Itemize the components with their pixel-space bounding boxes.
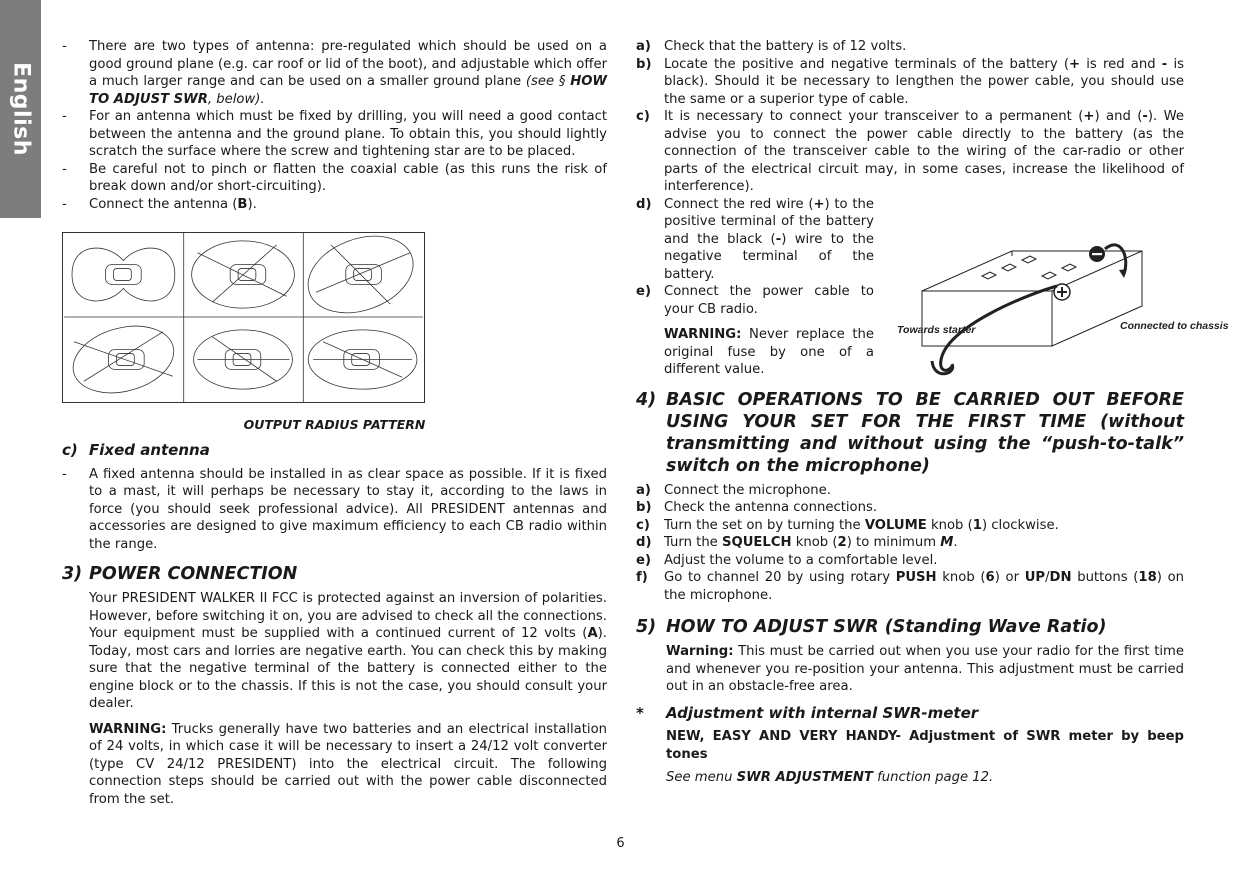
step-c: c) It is necessary to connect your transceiver to a permanent (+) and (-). We advise you to connect the power cable directly to the battery (as the connection of the transceiver cable to the wiring of the car-radio or other parts of the electrical circuit may, in some cases, increase the likelihood of interference). [636,109,1184,194]
swr-warning: Warning: This must be carried out when you use your radio for the first time and whenever you re-position your antenna. This adjustment must be carried out in an obstacle-free area. [666,644,1184,694]
power-connection-text: Your PRESIDENT WALKER II FCC is protected against an inversion of polarities. However, before switching it on, you are advised to check all the connections. Your equipment must be supplied with a continued current of 12 volts (A). Today, most cars and lorries are negative earth. You can check this by making sure that the negative terminal of the battery is connected either to the engine block or to the chassis. If this is not the case, you should consult your dealer. [89,591,607,711]
car-1 [106,265,142,285]
op-d: d) Turn the SQUELCH knob (2) to minimum M. [636,535,958,550]
step-d: d) Connect the red wire (+) to the positive terminal of the battery and the black (-) wire to the negative terminal of the battery. [636,196,874,282]
language-tab [0,0,41,218]
bullet-antenna-types: - There are two types of antenna: pre-regulated which should be used on a good ground plane (e.g. car roof or lid of the boot), and adjustable which offer a much larger range and can be used on a smaller ground plane (see § HOW TO ADJUST SWR, below). [62,38,607,108]
car-4 [109,350,145,370]
pattern-1 [72,248,175,301]
output-radius-pattern-figure [62,232,425,403]
op-c: c) Turn the set on by turning the VOLUME knob (1) clockwise. [636,517,1059,533]
internal-swr-heading: * Adjustment with internal SWR-meter [636,703,979,722]
op-f: f) Go to channel 20 by using rotary PUSH knob (6) or UP/DN buttons (18) on the microphone. [636,570,1184,603]
language-tab-label: English [8,62,33,156]
see-menu-line: See menu SWR ADJUSTMENT function page 12. [666,770,994,785]
fixed-antenna-text: - A fixed antenna should be installed in as clear space as possible. If it is fixed to a mast, it will perhaps be necessary to stay it, according to the laws in force (you should seek professional advice). All PRESIDENT antennas and accessories are designed to give maximum efficiency to each CB radio within the range. [62,466,607,554]
op-a: a) Connect the microphone. [636,482,831,498]
step-a: a) Check that the battery is of 12 volts. [636,39,907,54]
fuse-warning: WARNING: Never replace the original fuse by one of a different value. [664,327,874,377]
bullet-coaxial: - Be careful not to pinch or flatten the coaxial cable (as this runs the risk of break down and/or short-circuiting). [62,161,607,196]
step-e: e) Connect the power cable to your CB radio. [636,284,874,317]
power-warning-text: WARNING: Trucks generally have two batteries and an electrical installation of 24 volts, in which case it will be necessary to insert a 24/12 volt converter (type CV 24/12 PRESIDENT) into the electrical circuit. The following connection steps should be carried out with the power cable disconnected from the set. [89,721,607,807]
bullet-drilling: - For an antenna which must be fixed by drilling, you will need a good contact between the antenna and the ground plane. To obtain this, you should lightly scratch the surface where the screw and tightening star are to be placed. [62,108,607,161]
op-b: b) Check the antenna connections. [636,500,878,515]
beep-tones-line: NEW, EASY AND VERY HANDY- Adjustment of SWR meter by beep tones [666,729,1184,762]
right-column [636,38,1229,787]
page-number: 6 [616,836,625,851]
step-b: b) Locate the positive and negative terminals of the battery (+ is red and - is black). Should it be necessary to lengthen the power cable, you should use the same or a superior type of cable. [636,56,1184,107]
pattern-4 [66,316,182,404]
fixed-antenna-heading: c) Fixed antenna [62,441,210,459]
power-connection-heading: 3) POWER CONNECTION [62,564,298,584]
battery-diagram [892,196,1229,376]
car-3 [346,265,382,285]
swr-heading: 5) HOW TO ADJUST SWR (Standing Wave Ratio) [636,617,1107,637]
figure-caption: OUTPUT RADIUS PATTERN [243,416,426,432]
op-e: e) Adjust the volume to a comfortable level. [636,552,938,568]
basic-operations-heading: 4) BASIC OPERATIONS TO BE CARRIED OUT BEFORE USING YOUR SET FOR THE FIRST TIME (without transmitting and without using the “push-to-talk” switch on the microphone) [636,389,1184,476]
connected-chassis-label: Connected to chassis [1120,320,1229,332]
left-column [62,38,607,808]
bullet-connect-antenna: - Connect the antenna (B). [62,196,607,214]
towards-starter-label: Towards starter [897,324,976,336]
